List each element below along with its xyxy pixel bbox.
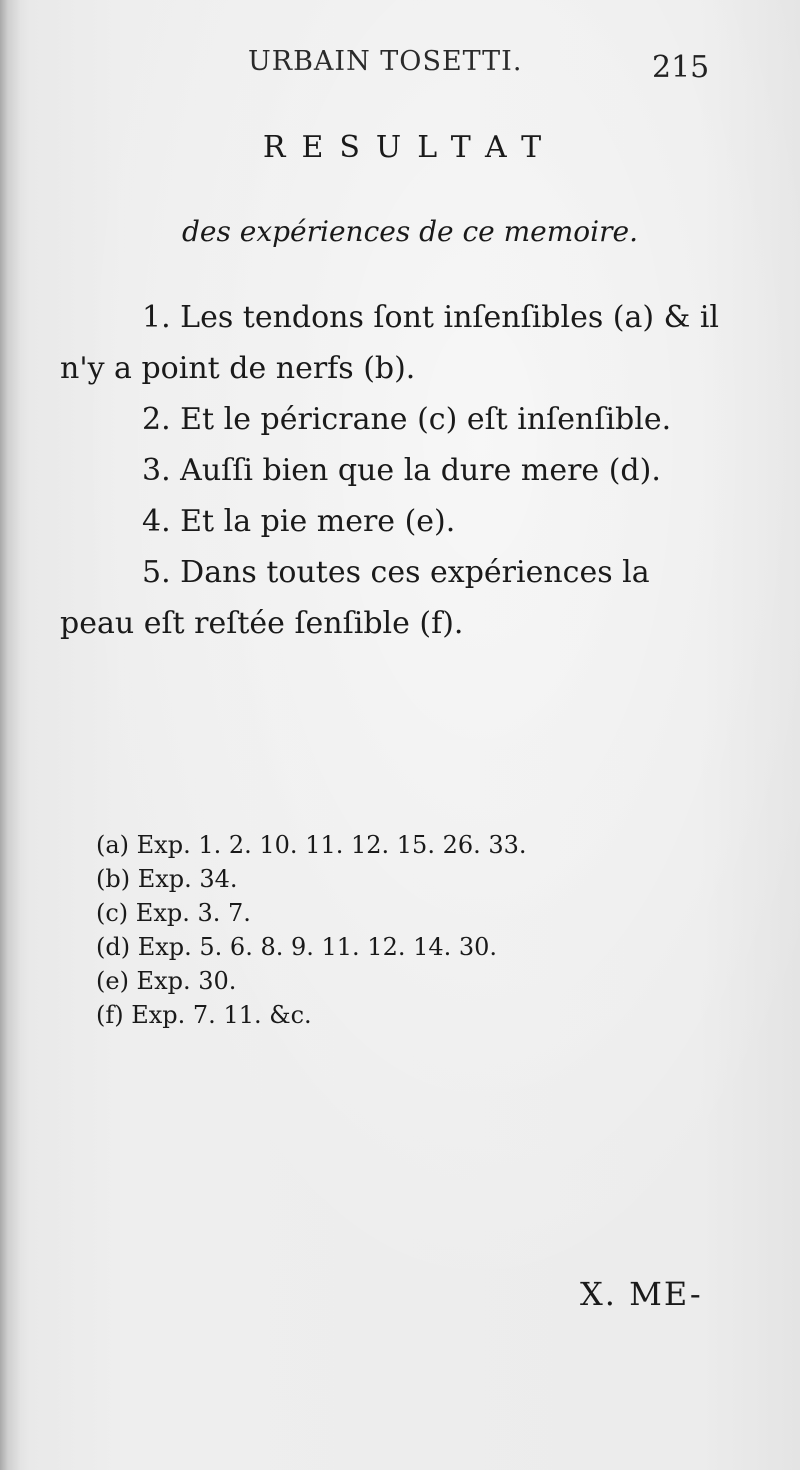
footnotes: [96, 828, 676, 1032]
footnote-e: (e) Exp. 30.: [96, 967, 237, 995]
running-head: URBAIN TOSETTI.: [248, 46, 523, 77]
catchword: X. ME-: [580, 1275, 703, 1313]
page-number: 215: [652, 50, 710, 85]
footnote-c: (c) Exp. 3. 7.: [96, 899, 251, 927]
footnote-b: (b) Exp. 34.: [96, 865, 238, 893]
result-item-2: 2. Et le péricrane (c) eſt inſenſible.: [142, 402, 672, 437]
result-item-1: 1. Les tendons ſont inſenſibles (a) & il n'y a point de nerfs (b).: [60, 300, 720, 386]
results-list: [60, 292, 730, 649]
footnote-d: (d) Exp. 5. 6. 8. 9. 11. 12. 14. 30.: [96, 933, 498, 961]
result-item-4: 4. Et la pie mere (e).: [142, 504, 456, 539]
result-item-5: 5. Dans toutes ces expériences la peau eſt reſtée ſenſible (f).: [60, 555, 650, 641]
result-item-3: 3. Auſſi bien que la dure mere (d).: [142, 453, 661, 488]
section-subtitle: des expériences de ce memoire.: [182, 215, 638, 248]
footnote-f: (f) Exp. 7. 11. &c.: [96, 1001, 312, 1029]
section-title: RESULTAT: [262, 130, 558, 165]
footnote-a: (a) Exp. 1. 2. 10. 11. 12. 15. 26. 33.: [96, 831, 527, 859]
